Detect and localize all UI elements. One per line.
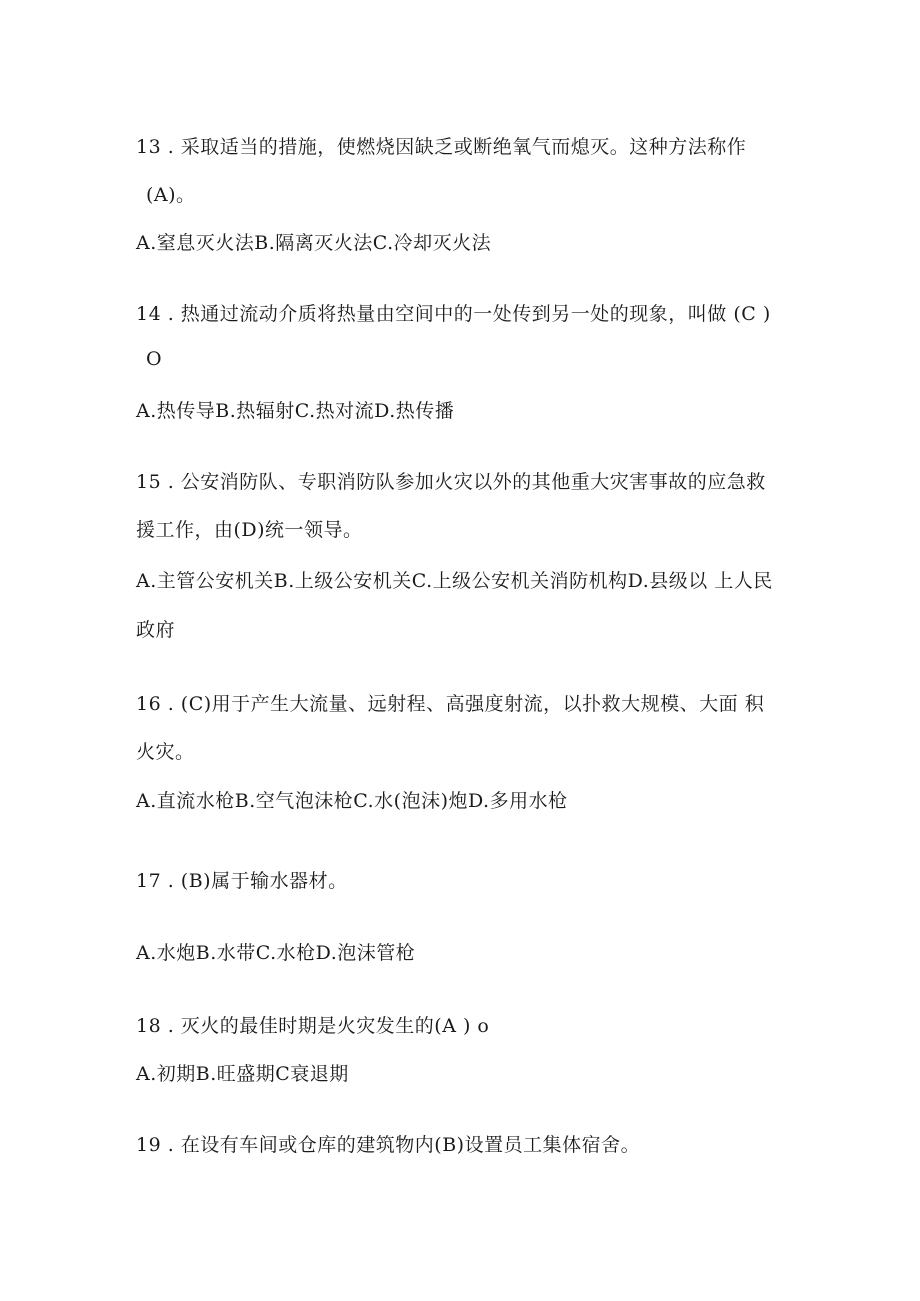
question-19-stem: 19 . 在设有车间或仓库的建筑物内(B)设置员工集体宿舍。 (136, 1134, 641, 1156)
question-16-stem-line-2: 火灾。 (136, 741, 195, 763)
question-13-stem-line-2: (A)。 (146, 184, 196, 206)
question-16-options: A.直流水枪B.空气泡沫枪C.水(泡沫)炮D.多用水枪 (136, 790, 568, 812)
question-16-stem-line-1: 16 . (C)用于产生大流量、远射程、高强度射流，以扑救大规模、大面 积 (136, 693, 765, 715)
question-13-options: A.窒息灭火法B.隔离灭火法C.冷却灭火法 (136, 232, 492, 254)
question-15-stem-line-2: 援工作，由(D)统一领导。 (136, 519, 363, 541)
question-17-options: A.水炮B.水带C.水枪D.泡沫管枪 (136, 942, 416, 964)
question-17-stem: 17 . (B)属于输水器材。 (136, 870, 348, 892)
question-15-options-line-1: A.主管公安机关B.上级公安机关C.上级公安机关消防机构D.县级以 上人民 (136, 570, 773, 592)
question-14-stem-line-1: 14 . 热通过流动介质将热量由空间中的一处传到另一处的现象，叫做 (C ) (136, 303, 771, 325)
question-13-stem-line-1: 13 . 采取适当的措施，使燃烧因缺乏或断绝氧气而熄灭。这种方法称作 (136, 136, 747, 158)
question-14-options: A.热传导B.热辐射C.热对流D.热传播 (136, 400, 455, 422)
question-18-options: A.初期B.旺盛期C衰退期 (136, 1063, 349, 1085)
question-15-stem-line-1: 15 . 公安消防队、专职消防队参加火灾以外的其他重大灾害事故的应急救 (136, 471, 766, 493)
question-18-stem: 18 . 灭火的最佳时期是火灾发生的(A ) o (136, 1015, 490, 1037)
question-15-options-line-2: 政府 (136, 619, 176, 641)
question-14-stem-line-2: O (146, 348, 163, 370)
